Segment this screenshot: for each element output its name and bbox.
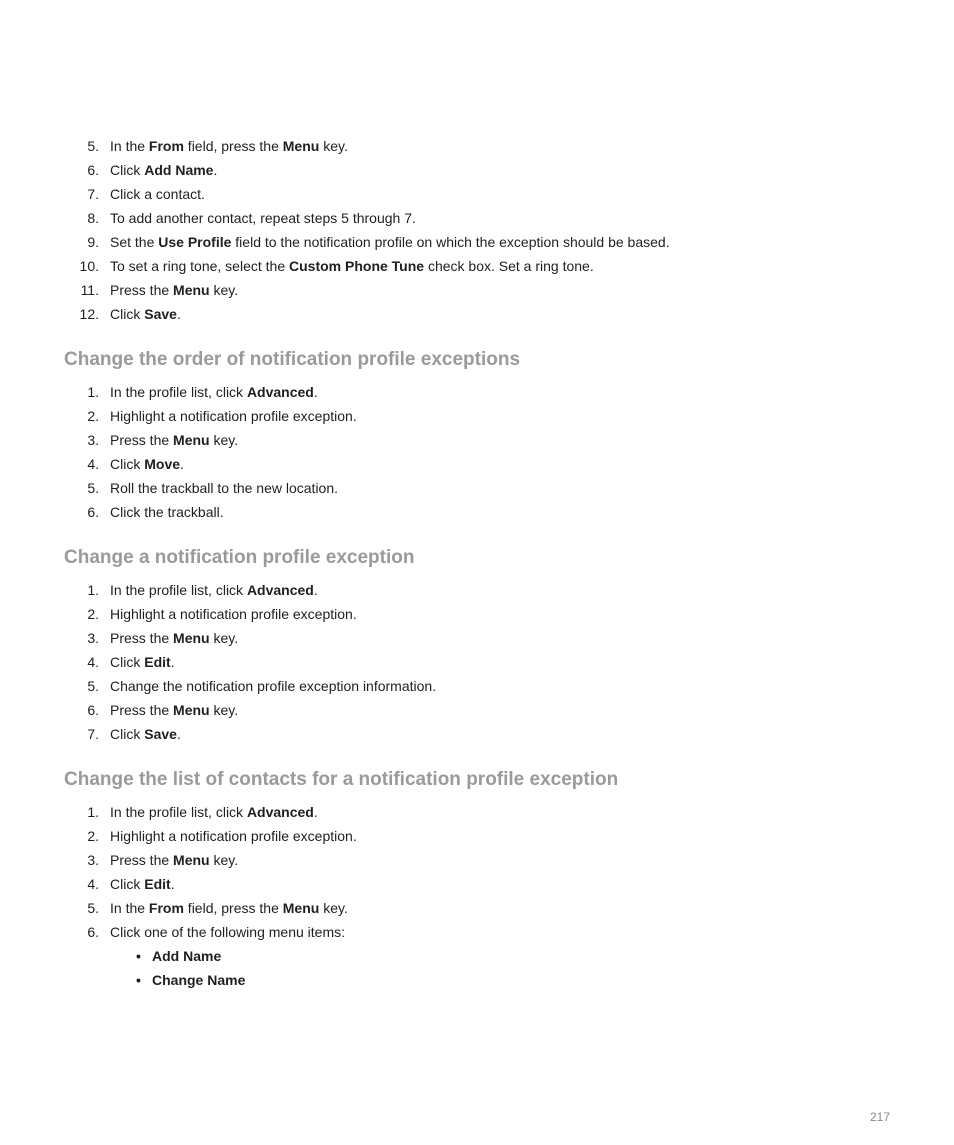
step-text: field to the notification profile on which the exception should be based.	[231, 234, 670, 250]
step-number: 6.	[87, 924, 99, 940]
step-text: .	[176, 306, 181, 322]
step-text: In the profile list, click	[110, 582, 247, 598]
section-change-order	[64, 346, 904, 374]
section-change-exception	[64, 544, 904, 572]
list-item	[64, 476, 904, 500]
list-item	[64, 158, 904, 182]
step-bold: Menu	[282, 900, 320, 916]
list-item	[64, 848, 904, 872]
list-item	[64, 896, 904, 920]
step-text: key.	[209, 432, 239, 448]
menu-items-list	[64, 944, 904, 992]
list-item	[64, 674, 904, 698]
step-number: 12.	[79, 306, 99, 322]
list-item	[64, 920, 904, 944]
step-number: 1.	[87, 804, 99, 820]
list-item	[64, 698, 904, 722]
section-change-contacts	[64, 766, 904, 794]
intro-steps-list	[64, 134, 904, 326]
step-text: key.	[319, 138, 348, 154]
step-number: 4.	[87, 456, 99, 472]
section-heading: Change the list of contacts for a notification profile exception	[64, 769, 619, 790]
step-number: 3.	[87, 852, 99, 868]
section-heading: Change a notification profile exception	[64, 547, 415, 568]
intro-steps-block	[64, 134, 904, 326]
step-number: 6.	[87, 162, 99, 178]
step-bold: Advanced	[246, 582, 314, 598]
list-item	[64, 602, 904, 626]
step-number: 10.	[79, 258, 99, 274]
step-bold: Save	[144, 306, 177, 322]
step-number: 1.	[87, 582, 99, 598]
step-text: key.	[209, 630, 239, 646]
step-text: Roll the trackball to the new location.	[110, 480, 339, 496]
step-text: Click	[110, 456, 145, 472]
list-item	[64, 578, 904, 602]
list-item	[64, 230, 904, 254]
step-text: Highlight a notification profile exception.	[110, 606, 357, 622]
section-change-contacts-steps	[64, 800, 904, 992]
step-number: 7.	[87, 186, 99, 202]
list-item	[64, 722, 904, 746]
step-number: 11.	[80, 282, 99, 298]
step-bold: Edit	[144, 876, 171, 892]
section-change-exception-steps	[64, 578, 904, 746]
step-text: Click	[110, 654, 145, 670]
step-bold: Advanced	[246, 384, 314, 400]
step-bold: Menu	[282, 138, 320, 154]
step-text: check box. Set a ring tone.	[424, 258, 594, 274]
step-text: Highlight a notification profile exception.	[110, 408, 357, 424]
step-text: In the profile list, click	[110, 804, 247, 820]
step-number: 6.	[87, 702, 99, 718]
step-bold: Menu	[173, 702, 210, 718]
step-number: 2.	[87, 828, 99, 844]
step-text: Click a contact.	[110, 186, 205, 202]
step-text: .	[176, 726, 181, 742]
step-text: .	[170, 654, 175, 670]
bullet-text: Add Name	[152, 948, 222, 964]
list-item	[64, 302, 904, 326]
step-number: 5.	[87, 900, 99, 916]
list-item	[64, 800, 904, 824]
list-item	[64, 872, 904, 896]
step-text: key.	[209, 282, 239, 298]
step-number: 7.	[87, 726, 99, 742]
step-text: key.	[209, 702, 239, 718]
list-item	[64, 428, 904, 452]
step-text: Click one of the following menu items:	[110, 924, 345, 940]
step-bold: From	[148, 138, 184, 154]
step-number: 9.	[87, 234, 99, 250]
list-item	[64, 380, 904, 404]
step-number: 4.	[87, 876, 99, 892]
step-text: .	[313, 582, 318, 598]
step-number: 3.	[87, 432, 99, 448]
steps-list	[64, 380, 904, 524]
step-bold: Menu	[173, 432, 210, 448]
step-bold: Advanced	[246, 804, 314, 820]
step-number: 5.	[87, 678, 99, 694]
step-bold: Save	[144, 726, 177, 742]
list-item	[64, 626, 904, 650]
list-item	[64, 134, 904, 158]
step-text: key.	[319, 900, 348, 916]
step-bold: Edit	[144, 654, 171, 670]
step-text: Press the	[110, 282, 174, 298]
step-text: key.	[209, 852, 239, 868]
step-text: Press the	[110, 432, 174, 448]
list-item	[64, 650, 904, 674]
list-item	[64, 824, 904, 848]
step-text: In the profile list, click	[110, 384, 247, 400]
step-text: .	[170, 876, 175, 892]
step-text: In the	[110, 138, 149, 154]
page-number: 217	[869, 1110, 890, 1124]
step-text: Click	[110, 306, 145, 322]
list-item	[64, 278, 904, 302]
list-item	[64, 452, 904, 476]
list-item	[64, 944, 904, 968]
step-text: Highlight a notification profile exception.	[110, 828, 357, 844]
bullet-icon: •	[136, 972, 141, 988]
step-text: Click	[110, 876, 145, 892]
step-number: 2.	[87, 408, 99, 424]
step-text: .	[313, 384, 318, 400]
bullet-text: Change Name	[152, 972, 246, 988]
list-item	[64, 254, 904, 278]
step-text: field, press the	[183, 138, 283, 154]
step-text: Click the trackball.	[110, 504, 224, 520]
step-bold: Menu	[173, 282, 210, 298]
step-number: 5.	[87, 480, 99, 496]
list-item	[64, 404, 904, 428]
step-text: Click	[110, 726, 145, 742]
step-number: 4.	[87, 654, 99, 670]
step-text: To add another contact, repeat steps 5 through 7.	[110, 210, 416, 226]
section-change-order-steps	[64, 380, 904, 524]
step-bold: From	[148, 900, 184, 916]
step-text: Change the notification profile exception information.	[110, 678, 437, 694]
step-number: 5.	[87, 138, 99, 154]
list-item	[64, 206, 904, 230]
list-item	[64, 500, 904, 524]
step-text: field, press the	[183, 900, 283, 916]
step-bold: Menu	[173, 630, 210, 646]
step-number: 1.	[87, 384, 99, 400]
step-text: .	[313, 804, 318, 820]
step-number: 3.	[87, 630, 99, 646]
steps-list	[64, 578, 904, 746]
list-item	[64, 968, 904, 992]
steps-list	[64, 800, 904, 944]
section-heading: Change the order of notification profile exceptions	[64, 349, 521, 370]
step-text: Set the	[110, 234, 159, 250]
step-bold: Custom Phone Tune	[289, 258, 425, 274]
step-text: In the	[110, 900, 149, 916]
step-bold: Menu	[173, 852, 210, 868]
step-text: .	[180, 456, 184, 472]
step-bold: Use Profile	[158, 234, 232, 250]
step-number: 2.	[87, 606, 99, 622]
step-number: 8.	[87, 210, 99, 226]
step-text: Click	[110, 162, 145, 178]
step-bold: Move	[144, 456, 181, 472]
step-text: Press the	[110, 630, 174, 646]
bullet-icon: •	[136, 948, 141, 964]
step-text: Press the	[110, 702, 174, 718]
list-item	[64, 182, 904, 206]
step-text: Press the	[110, 852, 174, 868]
step-number: 6.	[87, 504, 99, 520]
step-text: .	[213, 162, 218, 178]
step-text: To set a ring tone, select the	[110, 258, 289, 274]
step-bold: Add Name	[144, 162, 214, 178]
